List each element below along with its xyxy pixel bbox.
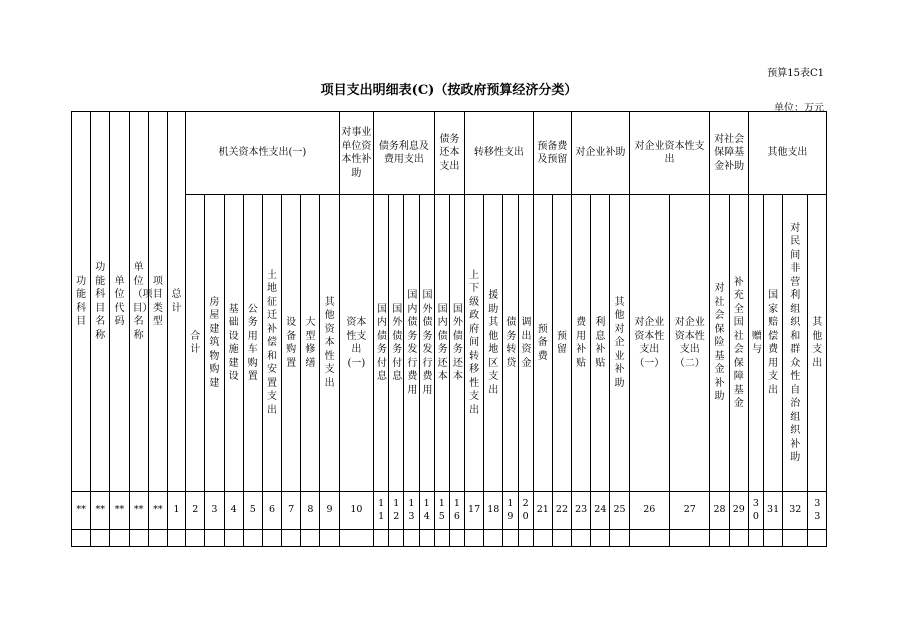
column-number-cell: 21: [533, 492, 552, 530]
sub-header-row: [72, 195, 827, 492]
empty-cell: [670, 530, 710, 547]
empty-cell: [783, 530, 808, 547]
empty-cell: [282, 530, 301, 547]
empty-cell: [110, 530, 129, 547]
empty-cell: [148, 530, 167, 547]
empty-cell: [374, 530, 389, 547]
group-header: 对企业资本性支出: [629, 112, 710, 195]
column-number-cell: 27: [670, 492, 710, 530]
empty-cell: [339, 530, 373, 547]
page-title: 项目支出明细表(C)（按政府预算经济分类）: [320, 83, 578, 98]
column-number-cell: 29: [729, 492, 748, 530]
left-column-header: 单位代码: [110, 112, 129, 492]
data-row: [72, 530, 827, 547]
sub-column-header: 资本性支出(一): [339, 195, 373, 492]
empty-cell: [434, 530, 449, 547]
column-number-cell: 5: [243, 492, 262, 530]
sub-column-header: 土地征迁补偿和安置支出: [262, 195, 281, 492]
empty-cell: [91, 530, 110, 547]
column-number-cell: **: [91, 492, 110, 530]
group-header: 其他支出: [748, 112, 826, 195]
sub-column-header: 债务转贷: [503, 195, 518, 492]
column-number-cell: **: [129, 492, 148, 530]
column-number-cell: 30: [748, 492, 763, 530]
sub-column-header: 对民间非营利组织和群众性自治组织补助: [783, 195, 808, 492]
column-number-cell: **: [72, 492, 91, 530]
column-number-cell: 15: [434, 492, 449, 530]
group-header-row: [72, 112, 827, 195]
empty-cell: [205, 530, 224, 547]
form-number: 预算15表C1: [767, 68, 824, 79]
column-number-cell: 22: [552, 492, 571, 530]
empty-cell: [610, 530, 629, 547]
column-number-cell: 32: [783, 492, 808, 530]
empty-cell: [710, 530, 729, 547]
column-number-cell: 16: [449, 492, 464, 530]
left-column-header: 功能科目: [72, 112, 91, 492]
column-number-cell: 8: [301, 492, 320, 530]
left-column-header: 项目类型: [148, 112, 167, 492]
empty-cell: [729, 530, 748, 547]
group-header: 对企业补助: [572, 112, 630, 195]
expenditure-table: [71, 111, 827, 547]
group-header: 对社会保障基金补助: [710, 112, 748, 195]
empty-cell: [552, 530, 571, 547]
column-number-cell: 4: [224, 492, 243, 530]
column-number-cell: 17: [464, 492, 483, 530]
empty-cell: [808, 530, 827, 547]
empty-cell: [503, 530, 518, 547]
empty-cell: [301, 530, 320, 547]
column-number-cell: 18: [484, 492, 503, 530]
column-number-cell: 11: [374, 492, 389, 530]
empty-cell: [518, 530, 533, 547]
empty-cell: [243, 530, 262, 547]
column-number-cell: 26: [629, 492, 669, 530]
empty-cell: [629, 530, 669, 547]
sub-column-header: 预留: [552, 195, 571, 492]
group-header: 转移性支出: [464, 112, 533, 195]
column-number-cell: 7: [282, 492, 301, 530]
sub-column-header: 上下级政府间转移性支出: [464, 195, 483, 492]
empty-cell: [419, 530, 434, 547]
empty-cell: [484, 530, 503, 547]
empty-cell: [224, 530, 243, 547]
empty-cell: [404, 530, 419, 547]
empty-cell: [748, 530, 763, 547]
empty-cell: [572, 530, 591, 547]
column-number-cell: 28: [710, 492, 729, 530]
sub-column-header: 对企业资本性支出（一）: [629, 195, 669, 492]
empty-cell: [763, 530, 782, 547]
sub-column-header: 赠与: [748, 195, 763, 492]
sub-column-header: 基础设施建设: [224, 195, 243, 492]
unit-label: 单位：万元: [774, 103, 824, 114]
column-number-cell: 2: [186, 492, 205, 530]
empty-cell: [464, 530, 483, 547]
empty-cell: [262, 530, 281, 547]
column-number-cell: 20: [518, 492, 533, 530]
empty-cell: [591, 530, 610, 547]
sub-column-header: 其他资本性支出: [320, 195, 339, 492]
column-number-cell: 23: [572, 492, 591, 530]
sub-column-header: 国内债务还本: [434, 195, 449, 492]
empty-cell: [320, 530, 339, 547]
sub-column-header: 国家赔偿费用支出: [763, 195, 782, 492]
sub-column-header: 费用补贴: [572, 195, 591, 492]
group-header: 债务还本支出: [434, 112, 464, 195]
column-number-cell: 6: [262, 492, 281, 530]
column-number-cell: 10: [339, 492, 373, 530]
left-column-header: 总计: [167, 112, 185, 492]
sub-column-header: 预备费: [533, 195, 552, 492]
column-number-cell: 1: [167, 492, 185, 530]
sub-column-header: 大型修缮: [301, 195, 320, 492]
group-header: 预备费及预留: [533, 112, 571, 195]
empty-cell: [186, 530, 205, 547]
sub-column-header: 设备购置: [282, 195, 301, 492]
column-number-cell: 31: [763, 492, 782, 530]
column-number-cell: 12: [389, 492, 404, 530]
sub-column-header: 公务用车购置: [243, 195, 262, 492]
group-header: 债务利息及费用支出: [374, 112, 435, 195]
sub-column-header: 国外债务发行费用: [419, 195, 434, 492]
column-number-cell: 25: [610, 492, 629, 530]
sub-column-header: 其他对企业补助: [610, 195, 629, 492]
empty-cell: [533, 530, 552, 547]
sub-column-header: 国内债务发行费用: [404, 195, 419, 492]
empty-cell: [167, 530, 185, 547]
column-number-cell: 13: [404, 492, 419, 530]
left-column-header: 功能科目名称: [91, 112, 110, 492]
sub-column-header: 对企业资本性支出（二）: [670, 195, 710, 492]
sub-column-header: 国外债务付息: [389, 195, 404, 492]
column-number-cell: 3: [205, 492, 224, 530]
sub-column-header: 援助其他地区支出: [484, 195, 503, 492]
column-number-cell: **: [110, 492, 129, 530]
column-number-cell: **: [148, 492, 167, 530]
column-number-cell: 33: [808, 492, 827, 530]
column-number-cell: 14: [419, 492, 434, 530]
sub-column-header: 调出资金: [518, 195, 533, 492]
sub-column-header: 国外债务还本: [449, 195, 464, 492]
column-number-cell: 19: [503, 492, 518, 530]
empty-cell: [449, 530, 464, 547]
group-header: 对事业单位资本性补助: [339, 112, 373, 195]
column-number-cell: 9: [320, 492, 339, 530]
empty-cell: [129, 530, 148, 547]
sub-column-header: 补充全国社会保障基金: [729, 195, 748, 492]
sub-column-header: 国内债务付息: [374, 195, 389, 492]
sub-column-header: 利息补贴: [591, 195, 610, 492]
sub-column-header: 对社会保险基金补助: [710, 195, 729, 492]
left-column-header: 单位（项目）名称: [129, 112, 148, 492]
column-number-row: [72, 492, 827, 530]
group-header: 机关资本性支出(一): [186, 112, 340, 195]
sub-column-header: 房屋建筑物购建: [205, 195, 224, 492]
empty-cell: [72, 530, 91, 547]
empty-cell: [389, 530, 404, 547]
sub-column-header: 合计: [186, 195, 205, 492]
column-number-cell: 24: [591, 492, 610, 530]
sub-column-header: 其他支出: [808, 195, 827, 492]
